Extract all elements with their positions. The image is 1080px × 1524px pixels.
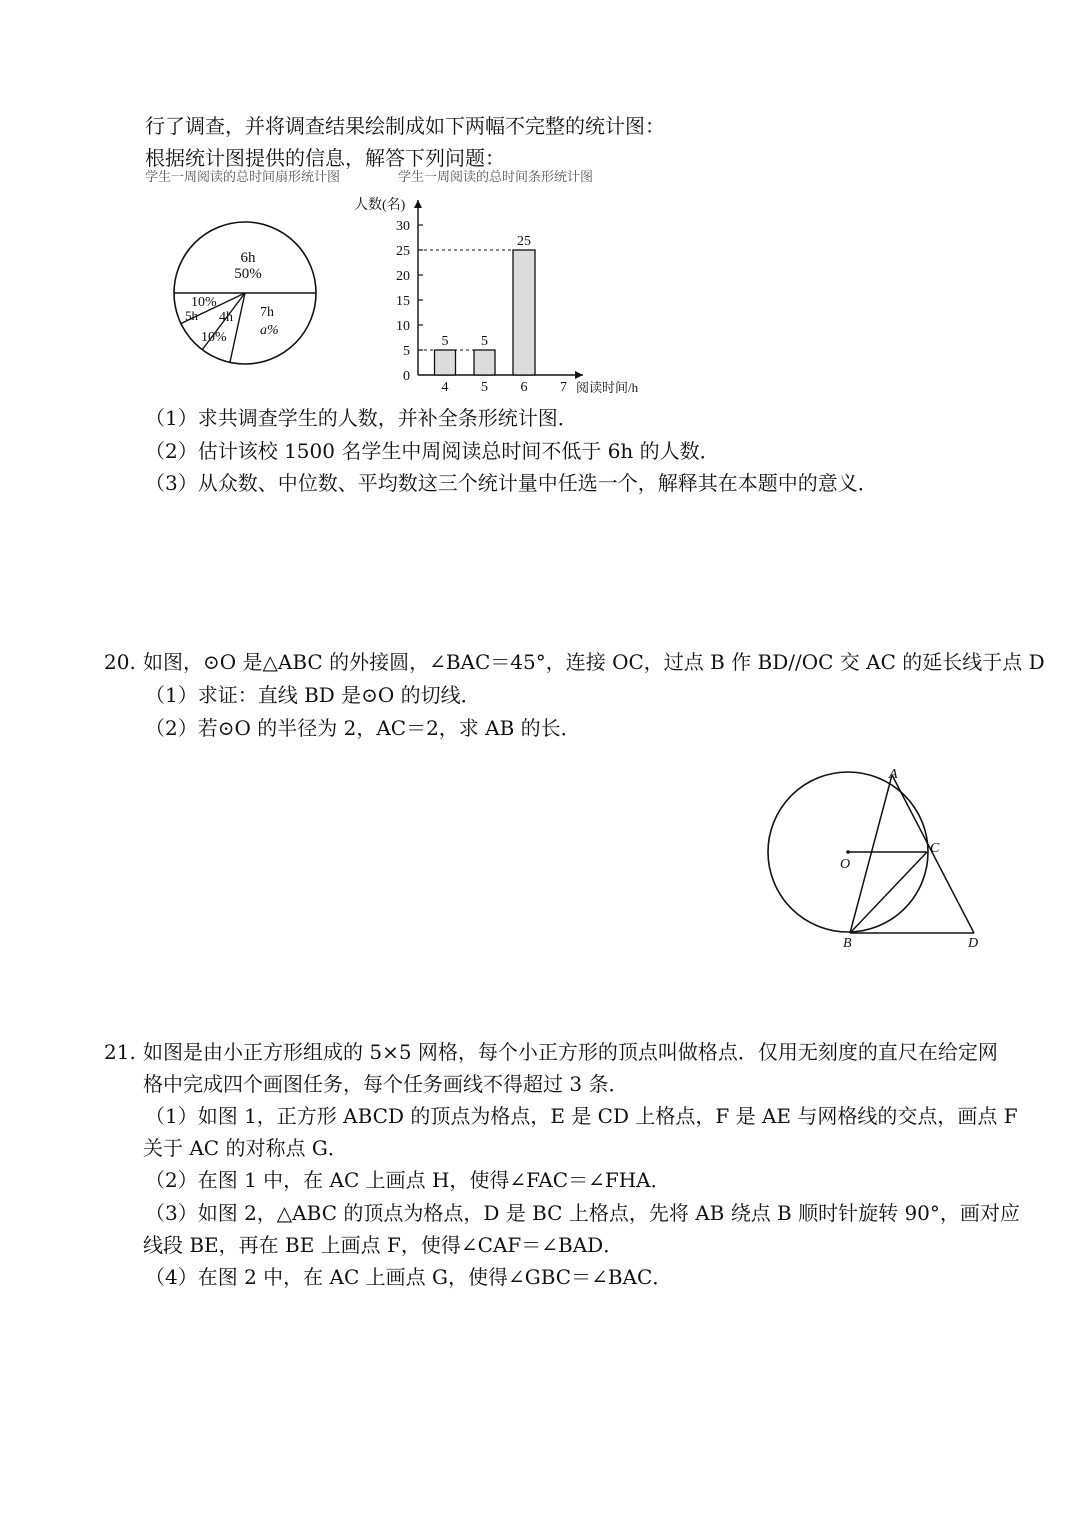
pie-chart (172, 220, 332, 380)
pie-label-4h-pct: 10% (201, 330, 227, 345)
bar-4 (435, 350, 456, 375)
bar-5 (474, 350, 495, 375)
label-d: D (968, 936, 979, 951)
q21-part-2: （2）在图 1 中，在 AC 上画点 H，使得∠FAC＝∠FHA． (145, 1168, 671, 1192)
q20-number: 20. (104, 650, 136, 674)
y-axis-arrow (414, 200, 422, 208)
pie-label-7h: 7h (260, 305, 274, 320)
label-o: O (840, 857, 851, 872)
q19-part-2: （2）估计该校 1500 名学生中周阅读总时间不低于 6h 的人数． (145, 439, 720, 463)
bar-chart (348, 190, 658, 400)
intro-line-1: 行了调查，并将调查结果绘制成如下两幅不完整的统计图： (145, 114, 665, 138)
pie-label-4h: 4h (219, 310, 233, 325)
bar-6 (513, 250, 535, 375)
x-tick-label-5: 5 (481, 380, 488, 395)
y-tick-label-15: 15 (396, 294, 410, 309)
y-tick-label-10: 10 (396, 319, 410, 334)
pie-label-5h: 5h (185, 308, 198, 323)
q20-part-2: （2）若⊙O 的半径为 2，AC＝2，求 AB 的长． (145, 716, 581, 740)
pie-label-6h-pct: 50% (234, 266, 262, 282)
label-a: A (889, 767, 898, 782)
x-axis-arrow (575, 371, 583, 379)
q21-number: 21. (104, 1040, 136, 1064)
q20-part-1: （1）求证：直线 BD 是⊙O 的切线． (145, 683, 481, 707)
q21-part-3a: （3）如图 2，△ABC 的顶点为格点，D 是 BC 上格点，先将 AB 绕点 B 顺时针旋转 90°，画对应 (145, 1201, 1020, 1225)
intro-line-2: 根据统计图提供的信息，解答下列问题： (145, 146, 505, 170)
segment-ab (850, 775, 892, 933)
data-label-5: 5 (481, 334, 488, 349)
q21-part-4: （4）在图 2 中，在 AC 上画点 G，使得∠GBC＝∠BAC． (145, 1265, 673, 1289)
pie-label-5h-pct: 10% (191, 295, 217, 310)
q19-part-1: （1）求共调查学生的人数，并补全条形统计图． (145, 406, 578, 430)
q21-part-1b: 关于 AC 的对称点 G． (143, 1136, 348, 1160)
q19-part-3: （3）从众数、中位数、平均数这三个统计量中任选一个，解释其在本题中的意义． (145, 471, 878, 495)
data-label-4: 5 (441, 334, 449, 349)
x-axis-title: 阅读时间/h (576, 380, 639, 395)
y-tick-label-5: 5 (403, 344, 410, 359)
q21-stem-2: 格中完成四个画图任务，每个任务画线不得超过 3 条． (143, 1072, 629, 1096)
y-tick-label-20: 20 (396, 269, 410, 284)
x-tick-label-4: 4 (441, 380, 449, 395)
y-axis-title: 人数(名) (354, 198, 406, 213)
y-tick-label-30: 30 (396, 219, 410, 234)
pie-label-7h-pct: a% (260, 323, 279, 338)
x-tick-label-7: 7 (560, 380, 567, 395)
bar-chart-caption: 学生一周阅读的总时间条形统计图 (398, 170, 594, 185)
label-c: C (930, 841, 940, 856)
pie-label-6h: 6h (240, 250, 256, 266)
y-tick-label-0: 0 (403, 369, 410, 384)
x-tick-label-6: 6 (520, 380, 528, 395)
label-b: B (843, 936, 852, 951)
pie-chart-caption: 学生一周阅读的总时间扇形统计图 (145, 170, 341, 185)
data-label-6: 25 (517, 234, 531, 249)
q21-part-1a: （1）如图 1，正方形 ABCD 的顶点为格点，E 是 CD 上格点，F 是 AE 与网格线的交点，画点 F (145, 1104, 1018, 1128)
q20-stem: 如图，⊙O 是△ABC 的外接圆，∠BAC＝45°，连接 OC，过点 B 作 BD//OC 交 AC 的延长线于点 D (143, 650, 1045, 674)
q21-part-3b: 线段 BE，再在 BE 上画点 F，使得∠CAF＝∠BAD． (143, 1233, 624, 1257)
y-tick-label-25: 25 (396, 244, 410, 259)
circle-geometry-figure (762, 762, 992, 962)
q21-stem-1: 如图是由小正方形组成的 5×5 网格，每个小正方形的顶点叫做格点．仅用无刻度的直尺在给定网 (143, 1040, 998, 1064)
